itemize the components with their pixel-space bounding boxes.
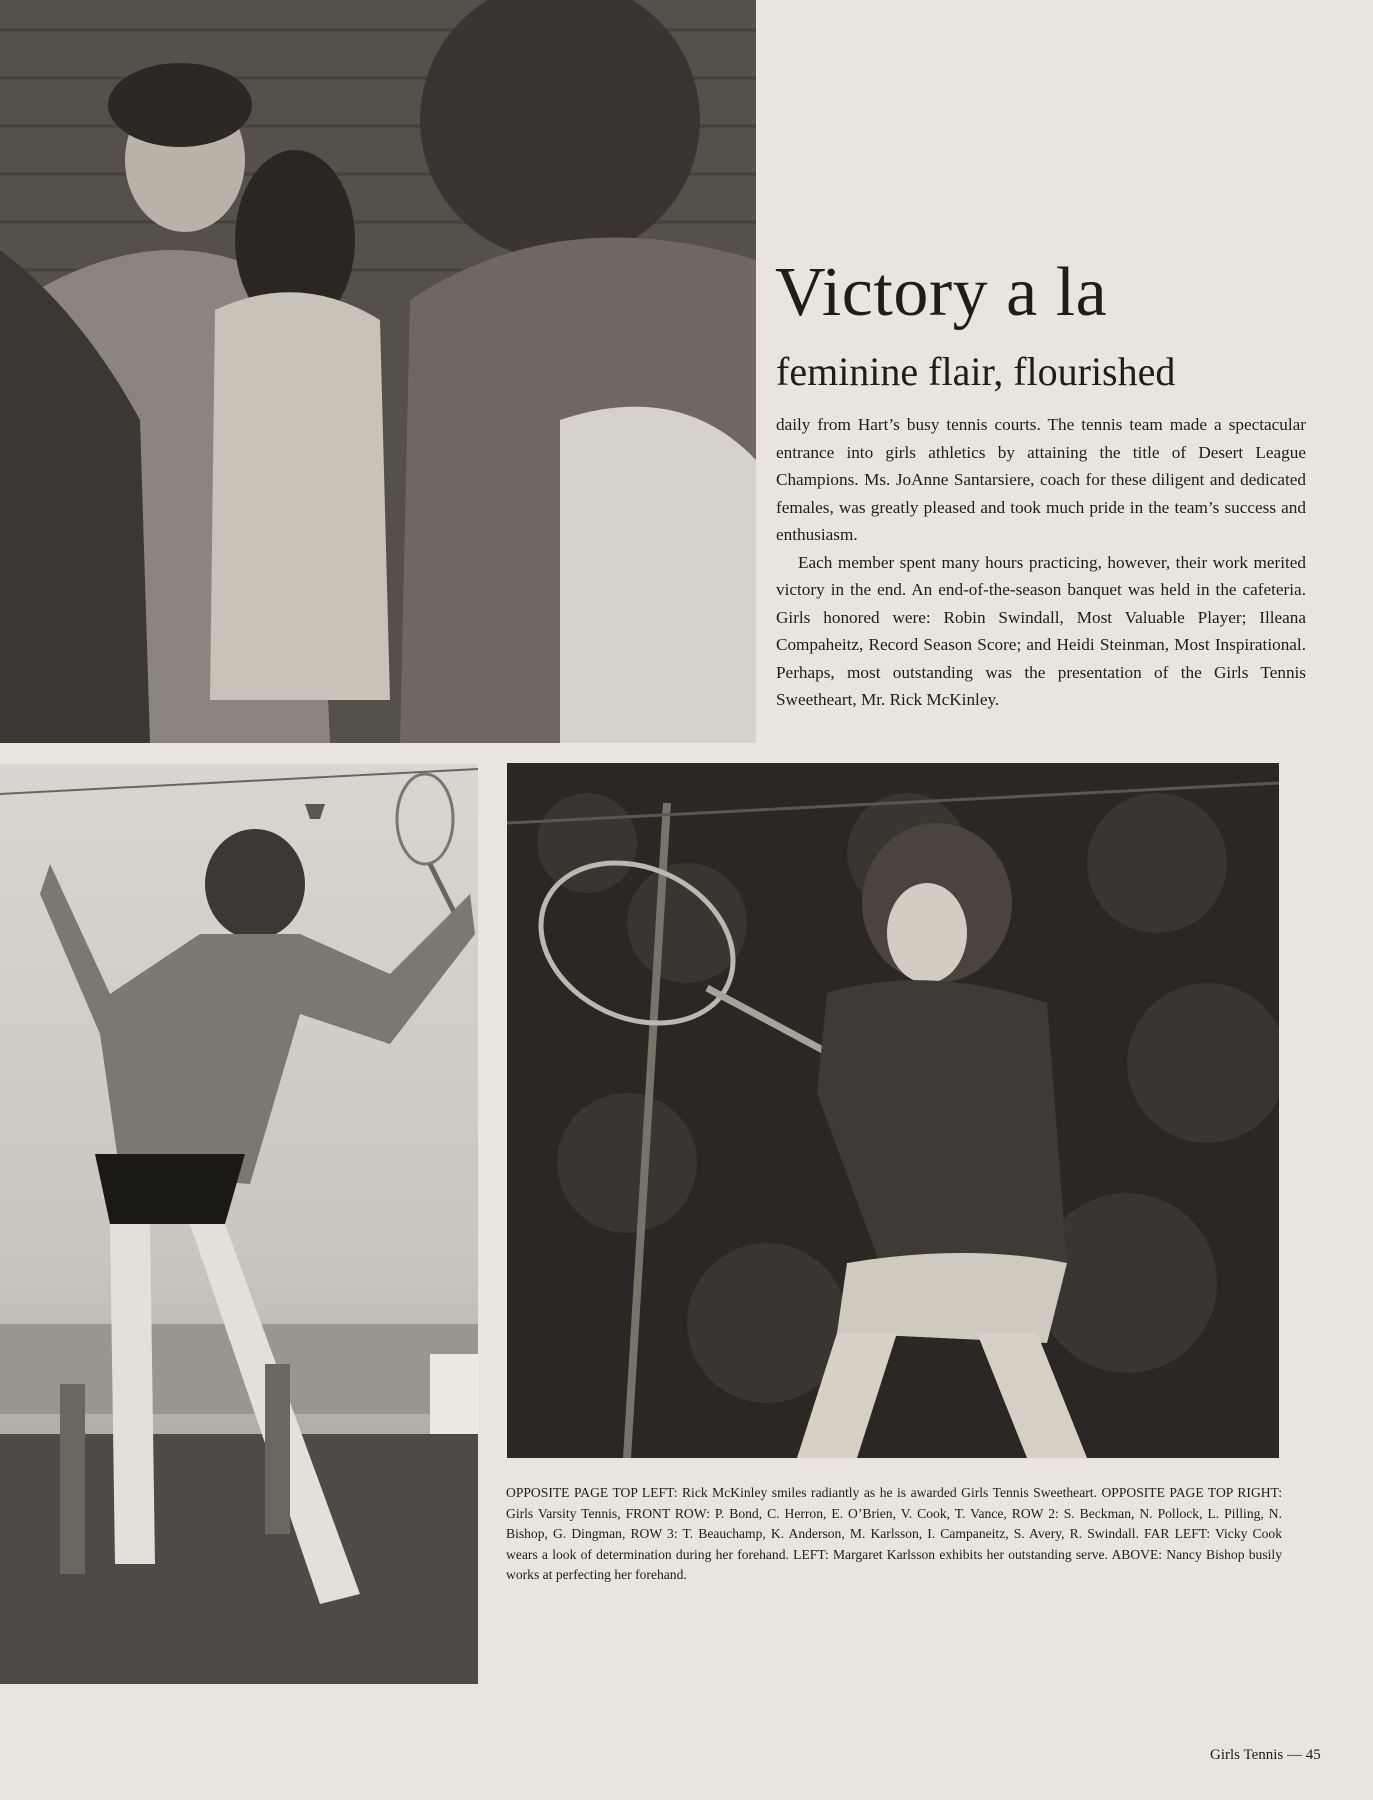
page-folio: Girls Tennis — 45: [1210, 1747, 1321, 1763]
photo-tennis-serve: [0, 764, 478, 1684]
article-body: [776, 411, 1306, 714]
article-paragraph: Each member spent many hours practicing, however, their work merited victory in the end. An end-of-the-season banquet was held in the cafeteria. Girls honored were: Robin Swindall, Most Valuable Player; Illeana Compaheitz, Record Season Score; and Heidi Steinman, Most Inspirational. Perhaps, most outstanding was the presentation of the Girls Tennis Sweetheart, Mr. Rick McKinley.: [776, 552, 1306, 709]
headline-subtitle: feminine flair, flourished: [776, 349, 1176, 394]
article-paragraph: daily from Hart’s busy tennis courts. The tennis team made a spectacular entrance into girls athletics by attaining the title of Desert League Champions. Ms. JoAnne Santarsiere, coach for these diligent and dedicated females, was greatly pleased and took much pride in the team’s success and enthusiasm.: [776, 415, 1306, 544]
photo-tennis-forehand: [507, 763, 1279, 1458]
photo-caption: OPPOSITE PAGE TOP LEFT: Rick McKinley smiles radiantly as he is awarded Girls Tennis Sweetheart. OPPOSITE PAGE TOP RIGHT: Girls Varsity Tennis, FRONT ROW: P. Bond, C. Herron, E. O’Brien, V. Cook, T. Vance, ROW 2: S. Beckman, N. Pollock, L. Pilling, N. Bishop, G. Dingman, ROW 3: T. Beauchamp, K. Anderson, M. Karlsson, I. Campaneitz, S. Avery, R. Swindall. FAR LEFT: Vicky Cook wears a look of determination during her forehand. LEFT: Margaret Karlsson exhibits her outstanding serve. ABOVE: Nancy Bishop busily works at perfecting her forehand.: [506, 1485, 1282, 1582]
photo-banquet-group: [0, 0, 756, 743]
headline-main: Victory a la: [775, 254, 1108, 331]
